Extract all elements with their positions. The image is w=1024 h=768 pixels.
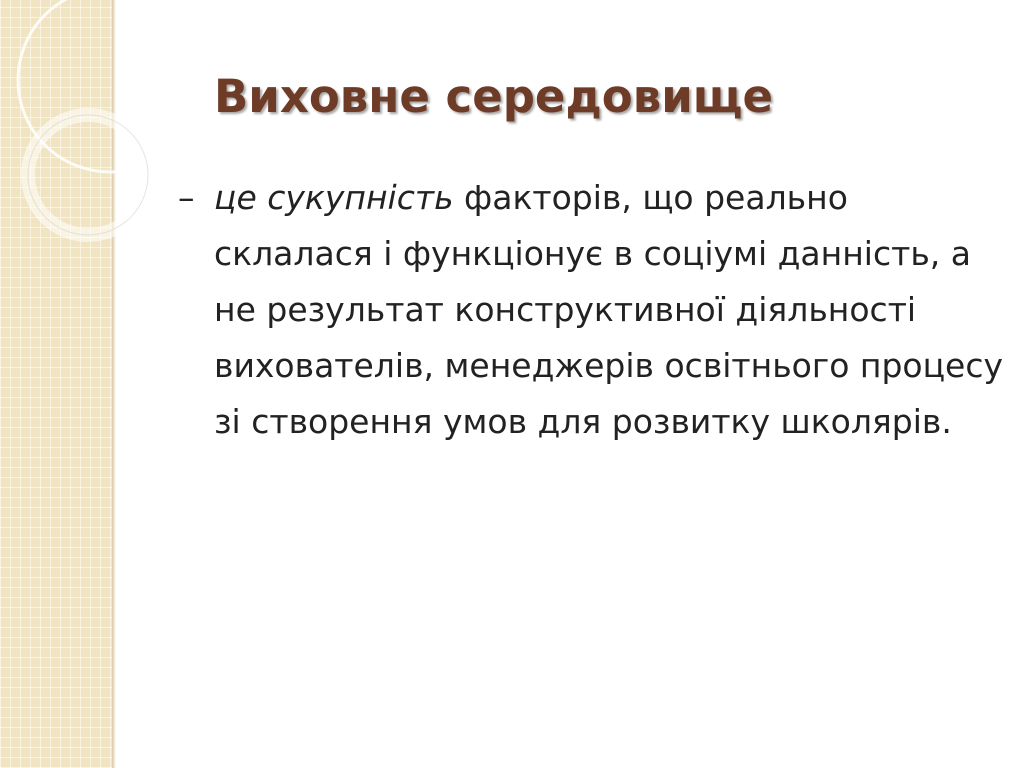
dash-bullet: – — [178, 178, 195, 217]
slide-title: Виховне середовище — [214, 70, 773, 123]
definition-paragraph — [178, 170, 1008, 450]
thick-ring — [28, 115, 148, 235]
definition-text: факторів, що реально склалася і функціонує в соціумі данність, а не результат конструктивної діяльності вихователів, менеджерів освітнього процесу зі створення умов для розвитку школярів. — [214, 178, 1004, 441]
large-ring — [18, 0, 202, 172]
definition-block — [178, 170, 1008, 450]
definition-italic-phrase: це сукупність — [214, 178, 454, 217]
